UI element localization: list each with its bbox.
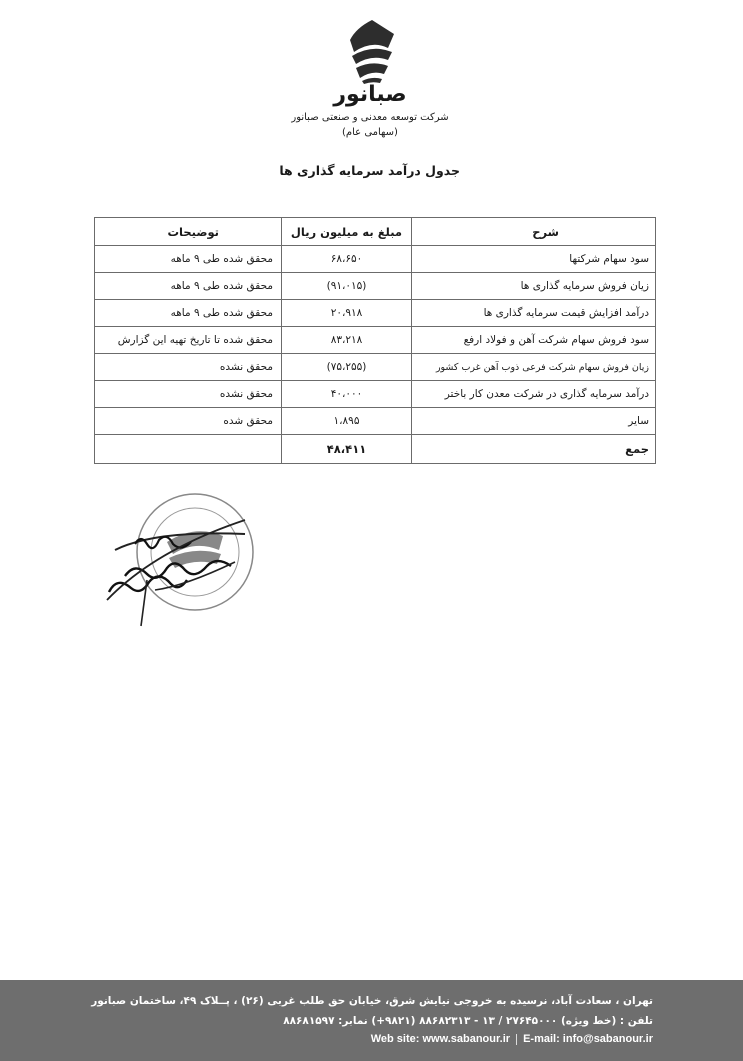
table-row (95, 408, 656, 435)
total-label: جمع (412, 435, 656, 464)
row-amount: ۴۰،۰۰۰ (282, 381, 412, 408)
row-description: زیان فروش سهام شرکت فرعی ذوب آهن غرب کشور (412, 354, 656, 381)
row-amount: (۷۵،۲۵۵) (282, 354, 412, 381)
row-amount: ۲۰،۹۱۸ (282, 300, 412, 327)
row-description: درآمد سرمایه گذاری در شرکت معدن کار باختر (412, 381, 656, 408)
table-row (95, 300, 656, 327)
table-row (95, 381, 656, 408)
row-notes: محقق نشده (95, 354, 282, 381)
row-description: سود فروش سهام شرکت آهن و فولاد ارفع (412, 327, 656, 354)
table-row (95, 327, 656, 354)
row-notes: محقق شده طی ۹ ماهه (95, 246, 282, 273)
table-header-row (95, 218, 656, 246)
row-amount: (۹۱،۰۱۵) (282, 273, 412, 300)
row-notes: محقق شده طی ۹ ماهه (95, 300, 282, 327)
total-amount: ۴۸،۴۱۱ (282, 435, 412, 464)
row-notes: محقق نشده (95, 381, 282, 408)
table-total-row (95, 435, 656, 464)
sabanour-logo-icon (342, 18, 402, 84)
row-notes: محقق شده طی ۹ ماهه (95, 273, 282, 300)
brand-name: صبانور (333, 82, 407, 107)
footer-address: تهران ، سعادت آباد، نرسیده به خروجی نیایش شرق، خیابان حق طلب غربی (۲۶) ، پــلاک ۴۹، ساختمان صبانور (91, 995, 653, 1007)
footer-contact (33, 1033, 653, 1045)
company-seal-icon (95, 490, 265, 630)
header-description: شرح (412, 218, 656, 246)
footer-phone: تلفن : (خط ویژه) ۲۷۶۴۵۰۰۰ / ۱۳ - ۸۸۶۸۲۳۱۳ (۹۸۲۱+) نمابر: ۸۸۶۸۱۵۹۷ (283, 1015, 653, 1027)
row-amount: ۶۸،۶۵۰ (282, 246, 412, 273)
table-row (95, 273, 656, 300)
row-notes: محقق شده تا تاریخ تهیه این گزارش (95, 327, 282, 354)
row-description: درآمد افزایش قیمت سرمایه گذاری ها (412, 300, 656, 327)
page-footer (0, 980, 743, 1061)
table-row (95, 354, 656, 381)
investment-income-table (94, 217, 656, 464)
total-notes (95, 435, 282, 464)
row-description: سود سهام شرکتها (412, 246, 656, 273)
row-amount: ۸۳،۲۱۸ (282, 327, 412, 354)
row-description: زیان فروش سرمایه گذاری ها (412, 273, 656, 300)
company-name: شرکت توسعه معدنی و صنعتی صبانور (291, 112, 449, 123)
header-notes: توضیحات (95, 218, 282, 246)
row-amount: ۱،۸۹۵ (282, 408, 412, 435)
footer-website-link[interactable]: Web site: www.sabanour.ir (370, 1033, 511, 1045)
header-amount: مبلغ به میلیون ریال (282, 218, 412, 246)
footer-email-link[interactable]: E-mail: info@sabanour.ir (523, 1033, 653, 1045)
document-title: جدول درآمد سرمایه گذاری ها (279, 163, 460, 178)
company-type: (سهامی عام) (342, 127, 398, 138)
row-notes: محقق شده (95, 408, 282, 435)
row-description: سایر (412, 408, 656, 435)
footer-divider (516, 1034, 517, 1045)
table-row (95, 246, 656, 273)
